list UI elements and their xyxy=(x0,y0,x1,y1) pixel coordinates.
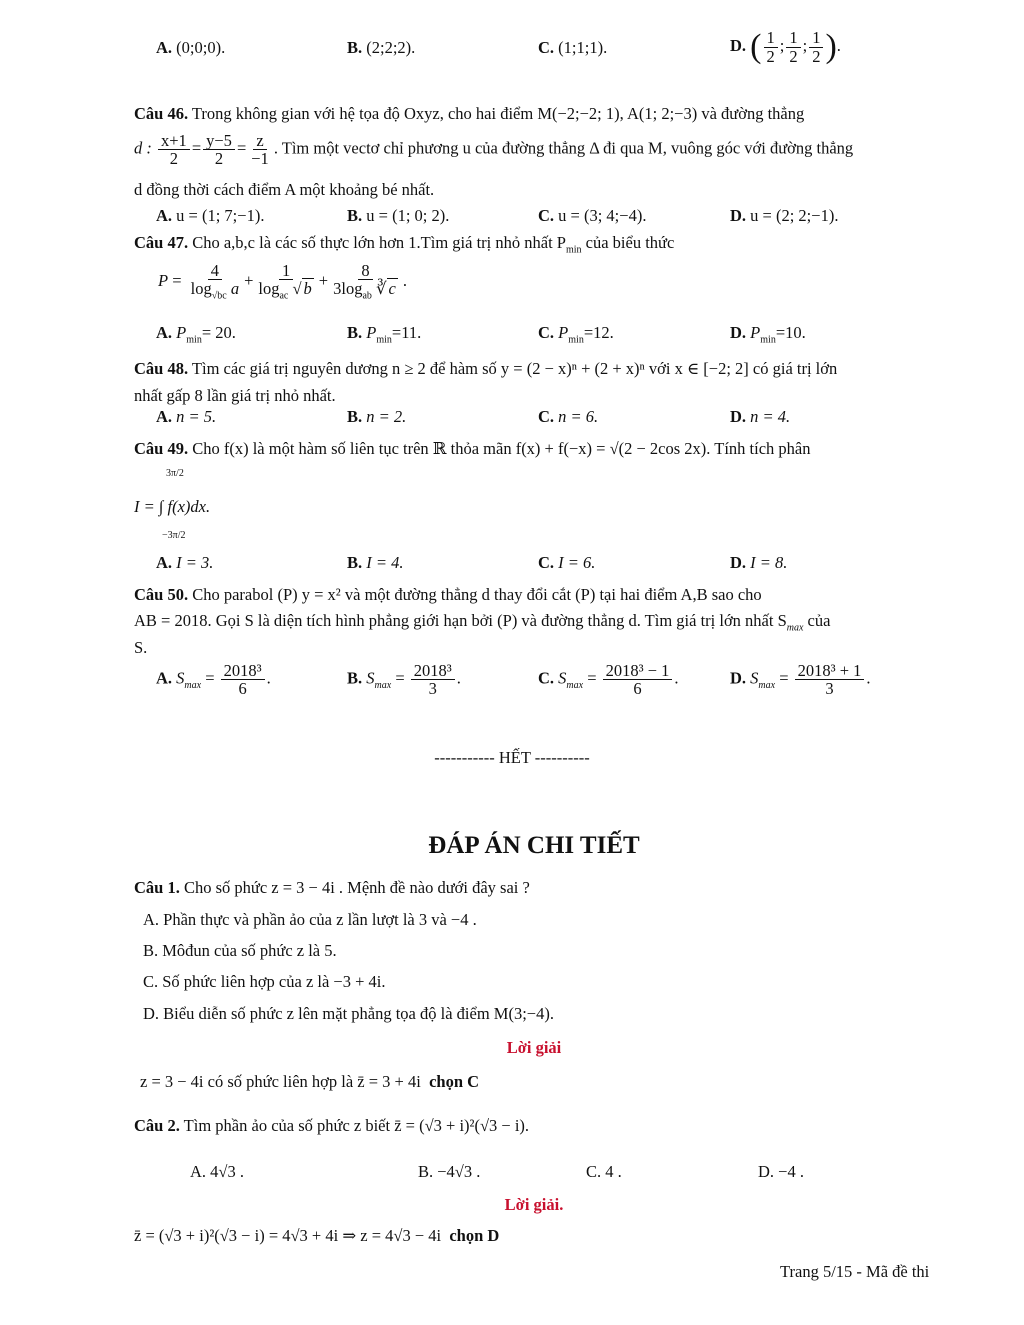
a1-option-b: B. Môđun của số phức z là 5. xyxy=(143,941,337,960)
section-title: ĐÁP ÁN CHI TIẾT xyxy=(428,832,640,859)
q47-line1: Câu 47. Cho a,b,c là các số thực lớn hơn 1.Tìm giá trị nhỏ nhất $P_{min}$ của biểu thức xyxy=(134,233,675,256)
q46-line1: Câu 46. Trong không gian với hệ tọa độ Oxyz, cho hai điểm M(−2;−2; 1), A(1; 2;−3) và đường thẳng xyxy=(134,104,805,123)
q49-upper-limit: 3π/2 xyxy=(166,468,184,479)
q50-option-b: B. $S_{max}$ = $\frac{\text{2018³}}{3}$ . xyxy=(347,661,461,699)
q46-line2: d : $\frac{x+1}{2}$ = $\frac{y-5}{2}$ = $\frac{z}{-1}$ . Tìm một vectơ chỉ phương u của đường thẳng Δ đi qua M, vuông góc với đường thẳng xyxy=(134,131,854,169)
a1-option-c: C. Số phức liên hợp của z là −3 + 4i. xyxy=(143,972,386,991)
a2-solution-title: Lời giải. xyxy=(504,1195,564,1214)
q45-option-b: B. (2;2;2). xyxy=(347,38,416,57)
a2-question: Câu 2. Tìm phần ảo của số phức z biết z̄ = (√3 + i)²(√3 − i). xyxy=(134,1116,530,1135)
q50-option-c: C. $S_{max}$ = $\frac{\text{2018³ − 1}}{6}$ . xyxy=(538,661,679,699)
end-marker: ----------- HẾT ---------- xyxy=(434,748,590,767)
q48-option-c: C. n = 6. xyxy=(538,407,599,426)
q48-option-b: B. n = 2. xyxy=(347,407,407,426)
a2-option-d: D. −4 . xyxy=(758,1162,804,1181)
q50-line3: S. xyxy=(134,638,148,657)
a2-option-a: A. 4√3 . xyxy=(190,1162,244,1181)
q45-option-d: D. ( $\frac{1}{2}$ ; $\frac{1}{2}$ ; $\frac{1}{2}$ ). xyxy=(730,28,841,66)
q47-option-a: A. $P_{min}= 20$. xyxy=(156,323,236,346)
a2-option-b: B. −4√3 . xyxy=(418,1162,481,1181)
a2-option-c: C. 4 . xyxy=(586,1162,622,1181)
q48-option-a: A. n = 5. xyxy=(156,407,217,426)
q50-option-d: D. $S_{max}$ = $\frac{\text{2018³ + 1}}{3}$ . xyxy=(730,661,871,699)
q49-line1: Câu 49. Cho f(x) là một hàm số liên tục trên ℝ thỏa mãn f(x) + f(−x) = √(2 − 2cos 2x). Tính tích phân xyxy=(134,439,811,458)
a1-solution-title: Lời giải xyxy=(506,1038,562,1057)
q48-line2: nhất gấp 8 lần giá trị nhỏ nhất. xyxy=(134,386,336,405)
q49-integral: I = ∫ f(x)dx. xyxy=(134,497,211,516)
q50-line1: Câu 50. Cho parabol (P) y = x² và một đường thẳng d thay đổi cắt (P) tại hai điểm A,B sao cho xyxy=(134,585,762,604)
a1-solution: z = 3 − 4i có số phức liên hợp là z̄ = 3 + 4i chọn C xyxy=(140,1072,480,1091)
q49-lower-limit: −3π/2 xyxy=(162,530,186,541)
q48-option-d: D. n = 4. xyxy=(730,407,791,426)
q49-option-d: D. I = 8. xyxy=(730,553,788,572)
q49-option-a: A. I = 3. xyxy=(156,553,214,572)
q45-option-c: C. (1;1;1). xyxy=(538,38,608,57)
q47-option-c: C. $P_{min}=12$. xyxy=(538,323,614,346)
q45-option-a: A. (0;0;0). xyxy=(156,38,226,57)
page-footer: Trang 5/15 - Mã đề thi xyxy=(780,1262,930,1281)
q46-line3: d đồng thời cách điểm A một khoảng bé nhất. xyxy=(134,180,435,199)
a1-option-a: A. Phần thực và phần ảo của z lần lượt là 3 và −4 . xyxy=(143,910,477,929)
a1-question: Câu 1. Cho số phức z = 3 − 4i . Mệnh đề nào dưới đây sai ? xyxy=(134,878,530,897)
q46-option-d: D. u = (2; 2;−1). xyxy=(730,206,839,225)
q46-option-b: B. u = (1; 0; 2). xyxy=(347,206,450,225)
q46-option-c: C. u = (3; 4;−4). xyxy=(538,206,647,225)
a2-solution: z̄ = (√3 + i)²(√3 − i) = 4√3 + 4i ⇒ z = 4√3 − 4i chọn D xyxy=(134,1226,500,1245)
q49-option-c: C. I = 6. xyxy=(538,553,596,572)
q47-option-d: D. $P_{min}=10$. xyxy=(730,323,806,346)
q47-formula: P = $\frac{4}{\log_{√bc} a}$ + $\frac{1}{\log_{ac} √ b}$ + $\frac{8}{3\log_{ab} ∛ c}$ . xyxy=(158,261,407,302)
a1-option-d: D. Biểu diễn số phức z lên mặt phẳng tọa độ là điểm M(3;−4). xyxy=(143,1004,554,1023)
q48-line1: Câu 48. Tìm các giá trị nguyên dương n ≥ 2 để hàm số y = (2 − x)ⁿ + (2 + x)ⁿ với x ∈ [−2; 2] có giá trị lớn xyxy=(134,359,838,378)
q46-option-a: A. u = (1; 7;−1). xyxy=(156,206,265,225)
q50-option-a: A. $S_{max}$ = $\frac{\text{2018³}}{6}$ . xyxy=(156,661,271,699)
q49-option-b: B. I = 4. xyxy=(347,553,404,572)
q50-line2: AB = 2018. Gọi S là diện tích hình phẳng giới hạn bởi (P) và đường thẳng d. Tìm giá trị lớn nhất $S_{max}$ của xyxy=(134,611,831,634)
q47-option-b: B. $P_{min}=11$. xyxy=(347,323,422,346)
